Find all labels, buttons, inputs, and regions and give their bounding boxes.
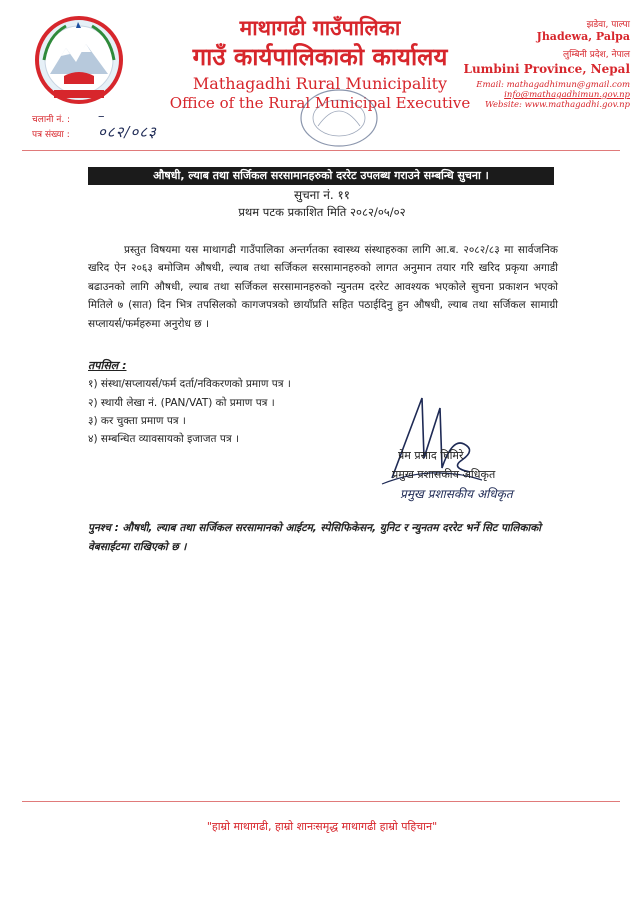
details-heading: तपसिल : <box>88 359 127 372</box>
email-link[interactable]: Email: mathagadhimun@gmail.com <box>476 80 630 90</box>
details-item: १) संस्था/सप्लायर्स/फर्म दर्ता/नविकरणको प्रमाण पत्र । <box>88 378 291 390</box>
letterhead-office-en: Office of the Rural Municipal Executive <box>169 94 471 112</box>
office-stamp <box>298 86 380 150</box>
letter-no-label: पत्र संख्या : <box>32 130 70 140</box>
notice-number: सुचना नं. ११ <box>293 188 351 202</box>
dispatch-no-value: – <box>98 109 105 124</box>
dispatch-no-label: चलानी नं. : <box>32 115 71 125</box>
postscript: पुनश्च : औषधी, ल्याब तथा सर्जिकल सरसामानको आईटम, स्पेसिफिकेसन, युनिट र न्युनतम दररेट भर्ने सिट पालिकाको वेबसाईटमा राखिएको छ । <box>88 522 542 553</box>
published-date: प्रथम पटक प्रकाशित मिति २०८२/०५/०२ <box>238 205 406 219</box>
footer-divider <box>22 801 620 802</box>
details-item: २) स्थायी लेखा नं. (PAN/VAT) को प्रमाण पत्र । <box>88 397 275 409</box>
address-en: Jhadewa, Palpa <box>536 30 630 43</box>
province-np: लुम्बिनी प्रदेश, नेपाल <box>563 50 630 60</box>
address-np: झडेवा, पाल्पा <box>586 20 630 30</box>
letter-no-value: ०८२/०८३ <box>98 123 157 141</box>
footer-slogan: "हाम्रो माथागढी, हाम्रो शानःसमृद्ध माथागढी हाम्रो पहिचान" <box>206 820 438 833</box>
header-divider <box>22 150 620 151</box>
signatory-title: प्रमुख प्रशासकीय अधिकृत <box>392 468 496 481</box>
signatory-name: प्रेम प्रसाद घिमिरे <box>398 449 464 462</box>
notice-body: प्रस्तुत विषयमा यस माथागढी गाउँपालिका अन्तर्गतका स्वास्थ्य संस्थाहरुका लागि आ.ब. २०८२/८३ मा सार्वजनिक खरिद ऐन २०६३ बमोजिम औषधी, ल्याब तथा सर्जिकल सरसामानहरुको लागत अनुमान तयार गरि खरिद प्रकृया अगाडी बढाउनको लागि औषधी, ल्याब तथा सर्जिकल सरसामानहरुको न्युनतम दररेट आवश्यक भएकोले सुचना प्रकाशन भएको मितिले ७ (सात) दिन भित्र तपसिलको कागजपत्रको छायाँप्रति सहित पठाईदिनु हुन औषधी, ल्याब तथा सर्जिकल सामाग्री सप्लायर्स/फर्महरुमा अनुरोध छ । <box>88 244 558 330</box>
notice-headline: औषधी, ल्याब तथा सर्जिकल सरसामानहरुको दररेट उपलब्ध गराउने सम्बन्धि सुचना । <box>88 167 554 185</box>
province-en: Lumbini Province, Nepal <box>463 62 630 76</box>
details-item: ४) सम्बन्धित व्यावसायको इजाजत पत्र । <box>88 433 239 445</box>
letterhead-title-np: माथागढी गाउँपालिका <box>239 16 401 40</box>
email-link-2[interactable]: info@mathagadhimun.gov.np <box>504 90 630 100</box>
letterhead-title-en: Mathagadhi Rural Municipality <box>192 74 448 93</box>
municipality-emblem <box>34 14 124 106</box>
signatory-stamp-title: प्रमुख प्रशासकीय अधिकृत <box>400 487 513 501</box>
details-item: ३) कर चुक्ता प्रमाण पत्र । <box>88 415 186 427</box>
letterhead-office-np: गाउँ कार्यपालिकाको कार्यालय <box>192 43 448 71</box>
website-link[interactable]: Website: www.mathagadhi.gov.np <box>484 100 630 110</box>
